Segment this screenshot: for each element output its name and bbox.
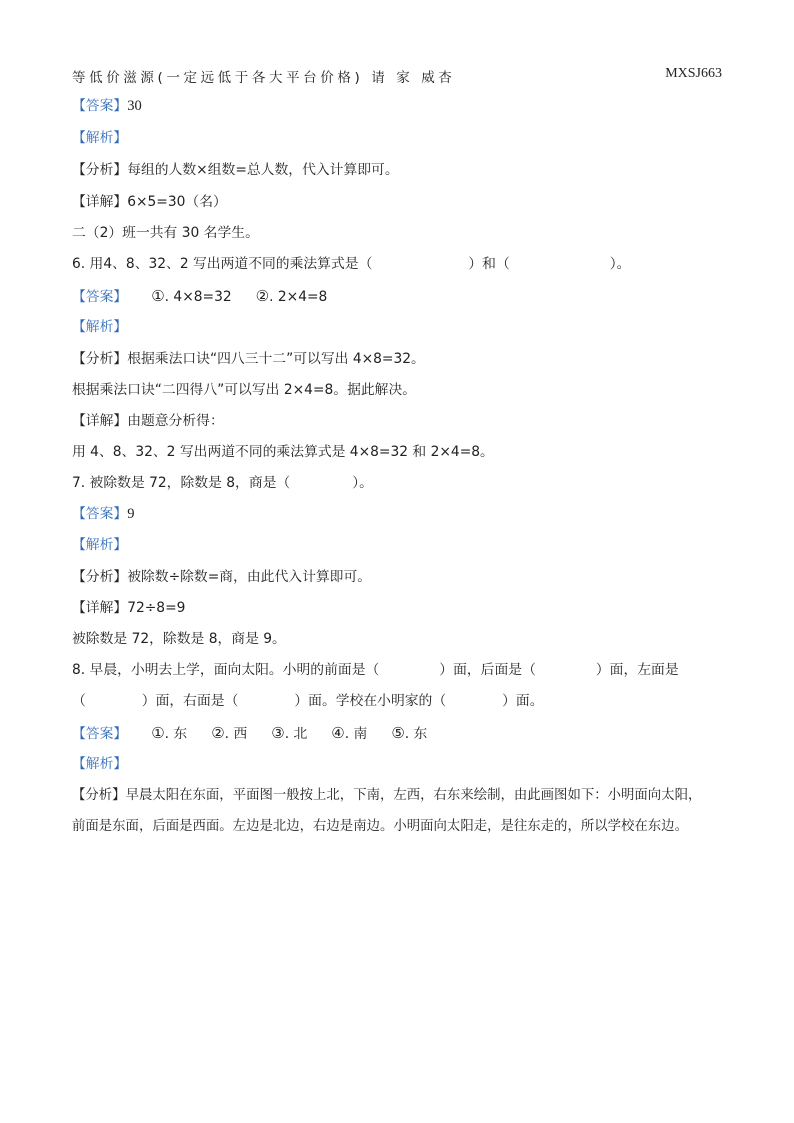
circled-number: ② xyxy=(255,287,270,305)
q8-question-part: ）面。 xyxy=(502,693,544,709)
analysis-tag: 【分析】 xyxy=(72,569,128,585)
q8-answer-item xyxy=(151,723,187,744)
q7-answer: 9 xyxy=(127,506,135,522)
answer-text: . 西 xyxy=(224,726,248,742)
header-watermark-text: 等低价滋源(一定远低于各大平台价格) 请 家 威杏 xyxy=(72,70,456,86)
q7-question-part: 7. 被除数是 72，除数是 8，商是（ xyxy=(72,475,291,491)
q8-question-part: ）面。学校在小明家的（ xyxy=(294,693,447,709)
q8-answer-item xyxy=(331,723,367,744)
answer-text: . 北 xyxy=(284,726,308,742)
analysis-tag: 【分析】 xyxy=(72,788,126,803)
q8-jiexi-line xyxy=(72,754,724,774)
q6-detail-line xyxy=(72,411,724,431)
q6-answer-item xyxy=(151,286,231,307)
q7-jiexi-line xyxy=(72,535,724,555)
q6-jiexi-line xyxy=(72,317,724,337)
q8-answer-item xyxy=(391,723,427,744)
jiexi-tag: 【解析】 xyxy=(72,756,128,772)
answer-text: . 2×4=8 xyxy=(269,289,328,305)
detail-tag: 【详解】 xyxy=(72,413,128,429)
q6-answer-item xyxy=(256,286,328,307)
q6-question-part: 6. 用4、8、32、2 写出两道不同的乘法算式是（ xyxy=(72,256,373,272)
q6-question-part: ）和（ xyxy=(468,256,510,272)
q7-analysis: 被除数÷除数=商，由此代入计算即可。 xyxy=(127,569,372,585)
jiexi-tag: 【解析】 xyxy=(72,537,128,553)
q8-answer-line xyxy=(72,723,724,744)
q5-answer: 30 xyxy=(127,98,142,114)
q5-detail: 6×5=30（名） xyxy=(127,194,227,210)
jiexi-tag: 【解析】 xyxy=(72,130,128,146)
q8-question-line-2 xyxy=(72,691,724,711)
q8-question-part: ）面，右面是（ xyxy=(141,693,239,709)
detail-tag: 【详解】 xyxy=(72,600,128,616)
q8-question-part: （ xyxy=(72,693,86,709)
q8-analysis-1: 早晨太阳在东面，平面图一般按上北，下南，左西，右东来绘制，由此画图如下：小明面向太阳， xyxy=(125,788,702,803)
answer-text: . 南 xyxy=(344,726,368,742)
q8-question-part: ）面，后面是（ xyxy=(439,662,536,678)
q8-question-part: ）面，左面是 xyxy=(595,662,679,678)
circled-number: ② xyxy=(211,724,225,742)
answer-text: . 东 xyxy=(164,726,188,742)
q5-conclusion: 二（2）班一共有 30 名学生。 xyxy=(72,225,259,241)
circled-number: ⑤ xyxy=(391,724,405,742)
analysis-tag: 【分析】 xyxy=(72,162,128,178)
q7-question-part: ）。 xyxy=(352,475,373,491)
answer-text: . 东 xyxy=(404,726,428,742)
q8-analysis-line-1 xyxy=(72,786,724,806)
q7-detail-line xyxy=(72,598,724,618)
q8-question-part: 8. 早晨，小明去上学，面向太阳。小明的前面是（ xyxy=(72,662,380,678)
answer-tag: 【答案】 xyxy=(72,98,128,114)
detail-tag: 【详解】 xyxy=(72,194,128,210)
q6-conclusion: 用 4、8、32、2 写出两道不同的乘法算式是 4×8=32 和 2×4=8。 xyxy=(72,444,494,460)
q6-analysis: 根据乘法口诀“四八三十二”可以写出 4×8=32。 xyxy=(127,351,425,367)
circled-number: ① xyxy=(151,287,165,305)
q7-detail: 72÷8=9 xyxy=(127,600,186,616)
q7-question xyxy=(72,473,724,493)
q8-question-line-1 xyxy=(72,660,724,680)
jiexi-tag: 【解析】 xyxy=(72,319,128,335)
q5-analysis: 每组的人数×组数=总人数，代入计算即可。 xyxy=(127,162,399,178)
circled-number: ④ xyxy=(331,724,345,742)
answer-tag: 【答案】 xyxy=(72,289,128,305)
q5-detail-line xyxy=(72,192,724,212)
q8-analysis-line-2: 前面是东面，后面是西面。左边是北边，右边是南边。小明面向太阳走，是往东走的，所以学校在东边。 xyxy=(72,819,688,834)
answer-tag: 【答案】 xyxy=(72,726,128,742)
q7-conclusion: 被除数是 72，除数是 8，商是 9。 xyxy=(72,631,286,647)
q7-answer-line xyxy=(72,504,724,524)
header-code: MXSJ663 xyxy=(665,66,722,81)
q6-analysis-2: 根据乘法口诀“二四得八”可以写出 2×4=8。据此解决。 xyxy=(72,382,417,398)
q5-analysis-line xyxy=(72,160,724,180)
q6-answer-line xyxy=(72,286,724,307)
q6-question xyxy=(72,254,724,274)
q8-answer-item xyxy=(211,723,247,744)
q8-answer-item xyxy=(271,723,307,744)
q6-detail: 由题意分析得： xyxy=(127,413,224,429)
circled-number: ① xyxy=(151,724,165,742)
q6-analysis-line xyxy=(72,349,724,369)
page-header xyxy=(72,66,722,86)
analysis-tag: 【分析】 xyxy=(72,351,128,367)
answer-text: . 4×8=32 xyxy=(164,289,232,305)
q6-question-part: ）。 xyxy=(609,256,631,272)
circled-number: ③ xyxy=(271,724,285,742)
q5-answer-line xyxy=(72,96,724,116)
q5-jiexi-line xyxy=(72,128,724,148)
answer-tag: 【答案】 xyxy=(72,506,128,522)
q7-analysis-line xyxy=(72,567,724,587)
